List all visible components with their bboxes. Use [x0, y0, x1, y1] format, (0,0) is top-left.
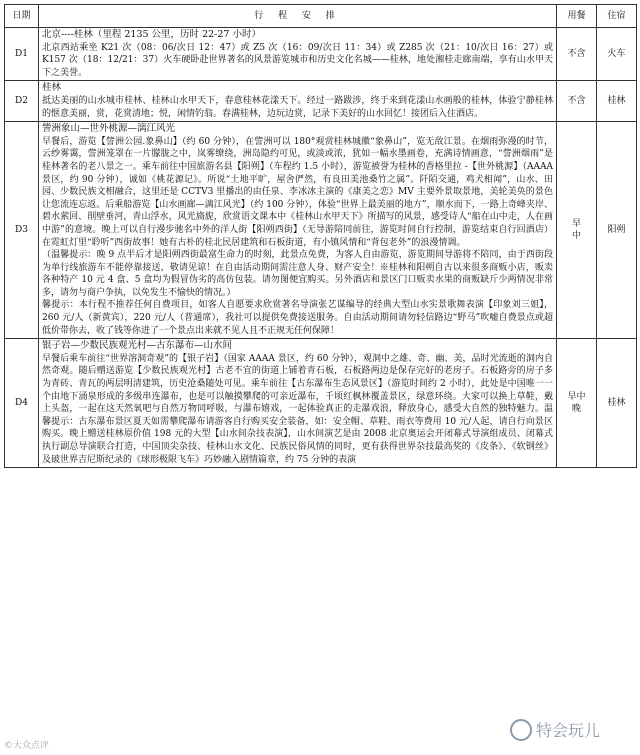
itinerary-paragraph: 早餐后，游览【訾洲公园.象鼻山】（约 60 分钟），在訾洲可以 180°观赏桂林城徽“象鼻山”，览无敌江景。在烟雨弥漫的时节，云纱雾霭，訾洲笼罩在一片朦胧之中，岚雾缭绕，洲岛隐约可见，或淡或浓，犹如一幅水墨画卷，充满诗情画意，“訾洲烟雨”是桂林著名的老八景之一。乘车前往中国旅游名县【阳朔】（车程约 1.5 小时），游览被誉为桂林的香格里拉 -【世外桃源】（AAAA 景区，约 90 分钟），诚如《桃花源记》。所说“土地平旷，屋舍俨然，有良田美池桑竹之属”。阡陌交通，鸡犬相闻”，山水、田园、少数民族文相融合，这里还是 CCTV3 里播出的由任泉、李冰冰主演的《康美之恋》MV 主要外景取景地，美轮美奂的景色让您流连忘返。后乘船游览【山水画廊—漓江风光】（约 100 分钟），体验“世界上最美丽的地方”，顺水而下，一路上奇峰夹岸、碧水萦回、削壁垂河，青山浮水，风光旖旎，欣赏语文课本中《桂林山水甲天下》所描写的风景，感受诗人“船在山中走，人在画中游”的意境。晚上可以自行漫步驰名中外的洋人街【阳朔西街】（无导游陪同前往，游览时间自行控制，游览结束自行回酒店）在霓虹灯里“聆听”西街故事！她有古朴的桂北民居建筑和石板街道，有小镇风情和“背包老外”的浪漫情调。 [42, 136, 553, 248]
itinerary-row-d4 [5, 339, 637, 468]
itinerary-title: 银子岩—少数民族观光村—古东瀑布—山水间 [42, 340, 233, 352]
header-stay: 住宿 [597, 5, 637, 28]
itinerary-title: 北京----桂林（里程 2135 公里，历时 22-27 小时） [42, 29, 261, 40]
wechat-logo-icon [510, 719, 532, 741]
stay-cell: 火车 [597, 28, 637, 81]
day-cell: D4 [5, 339, 39, 468]
header-day: 日期 [5, 5, 39, 28]
stay-cell: 桂林 [597, 81, 637, 122]
itinerary-table [4, 4, 637, 468]
watermark-right-text: 特会玩儿 [535, 721, 600, 740]
itinerary-content-cell [39, 28, 557, 81]
itinerary-title: 訾洲象山—世外桃源—漓江风光 [42, 123, 176, 135]
itinerary-paragraph: 馨提示：本行程不推荐任何自费项目，如客人自愿要求欣赏著名导演张艺谋编导的经典大型山水实景歌舞表演【印象刘三姐】，260 元/人（新黄宾），220 元/人（普通席），我社可以提供免费接送服务。自由活动期间请勿轻信路边“野马”吹嘘自费景点或超低价带你去，收了钱等你进了一个景点出来就不见人且不正规无任何保障！ [42, 300, 553, 336]
meal-cell: 早中 晚 [557, 339, 597, 468]
day-cell: D1 [5, 28, 39, 81]
itinerary-row-d1 [5, 28, 637, 81]
itinerary-paragraph: 早餐后乘车前往“世界溶洞奇观”的【银子岩】（国家 AAAA 景区，约 60 分钟），观洞中之雄、奇、幽、美，品时光流逝的洞内自然奇观。随后赠送游览【少数民族观光村】古老不宜的街道上铺着青石板，石板路两边是保存完好的老房子。石板路旁的房子多为青砖、青瓦的两层明清建筑，历史沧桑随处可见。乘车前往【古东瀑布生态风景区】（游览时间约 2 小时），此处是中国唯一一个由地下涌泉形成的多级串连瀑布，也是可以触摸攀爬的可亲近瀑布，千顷红枫林覆盖景区，绿意环绕。大家可以换上草鞋，戴上头盔，一起在这天然氧吧与自然万物同呼吸，与瀑布嬉戏，一起体验真正的走瀑戏浪，释放身心，感受大自然的独特魅力。温馨提示：古东瀑布景区夏天如需攀爬瀑布请游客自行购买安全装备，如：安全帽、草鞋、雨衣等费用 10 元/人起，请自行向景区购买。晚上赠送桂林原价值 198 元的大型【山水间杂技表演】，山水间演艺是由 2008 北京奥运会开闭幕式导演组成员、闭幕式执行副总导演联合打造，中国顶尖杂技、桂林山水文化、民族民俗风情的同时，更有获得世界杂技最高奖的《皮条》、《软钢丝》及破世界吉尼斯纪录的《球形极限飞车》巧妙融入剧情篇章，约 75 分钟的表演 [42, 353, 553, 465]
itinerary-content-cell [39, 81, 557, 122]
meal-cell: 不含 [557, 28, 597, 81]
itinerary-paragraph: （温馨提示：晚 9 点半后才是阳朔西街最富生命力的时刻，此景点免费，为客人自由游览，游览期间导游将不陪同，由于西街段为单行线旅游车不能停靠接送，敬请见谅！在自由活动期间需注意人身、财产安全！※桂林和阳朔自古以来很多商贩小店，贩卖各种特产 10 元 4 盒、5 盒均为假冒伪劣的高仿包装。请勿图便宜购买。另外酒店和景区门口贩卖水果的商贩缺斤少两情况非常多，请勿与商户争执，以免发生不愉快的情况。） [42, 250, 553, 298]
stay-cell: 桂林 [597, 339, 637, 468]
watermark-left: ©大众点评 [4, 741, 50, 751]
itinerary-row-d3 [5, 122, 637, 339]
header-itinerary: 行 程 安 排 [39, 5, 557, 28]
itinerary-content-cell [39, 339, 557, 468]
itinerary-content-cell [39, 122, 557, 339]
itinerary-row-d2 [5, 81, 637, 122]
day-cell: D3 [5, 122, 39, 339]
day-cell: D2 [5, 81, 39, 122]
watermark-right [510, 718, 600, 741]
meal-cell: 不含 [557, 81, 597, 122]
itinerary-paragraph: 抵达美丽的山水城市桂林、桂林山水甲天下，春意桂林花漾天下。经过一路跋涉，终于来到花漾山水画般的桂林，体验宁静桂林的惬意美丽，赏，花赏清地；悦，闲情钓翁。春满桂林，边玩边赏，记录下美好的山水回忆！接团后入住酒店。 [42, 95, 553, 119]
header-row [5, 5, 637, 28]
itinerary-paragraph: 北京西站乘坐 K21 次（08：06/次日 12：47）或 Z5 次（16：09/次日 11：34）或 Z285 次（21：10/次日 16：27）或 K157 次（18：12/21：37）火车硬卧赴世界著名的风景游览城市和历史文化名城——桂林，地处湘桂走廊南端，享有山水甲天下之美誉。 [42, 42, 553, 78]
itinerary-title: 桂林 [42, 82, 62, 94]
stay-cell: 阳朔 [597, 122, 637, 339]
header-meal: 用餐 [557, 5, 597, 28]
meal-cell: 早 中 [557, 122, 597, 339]
